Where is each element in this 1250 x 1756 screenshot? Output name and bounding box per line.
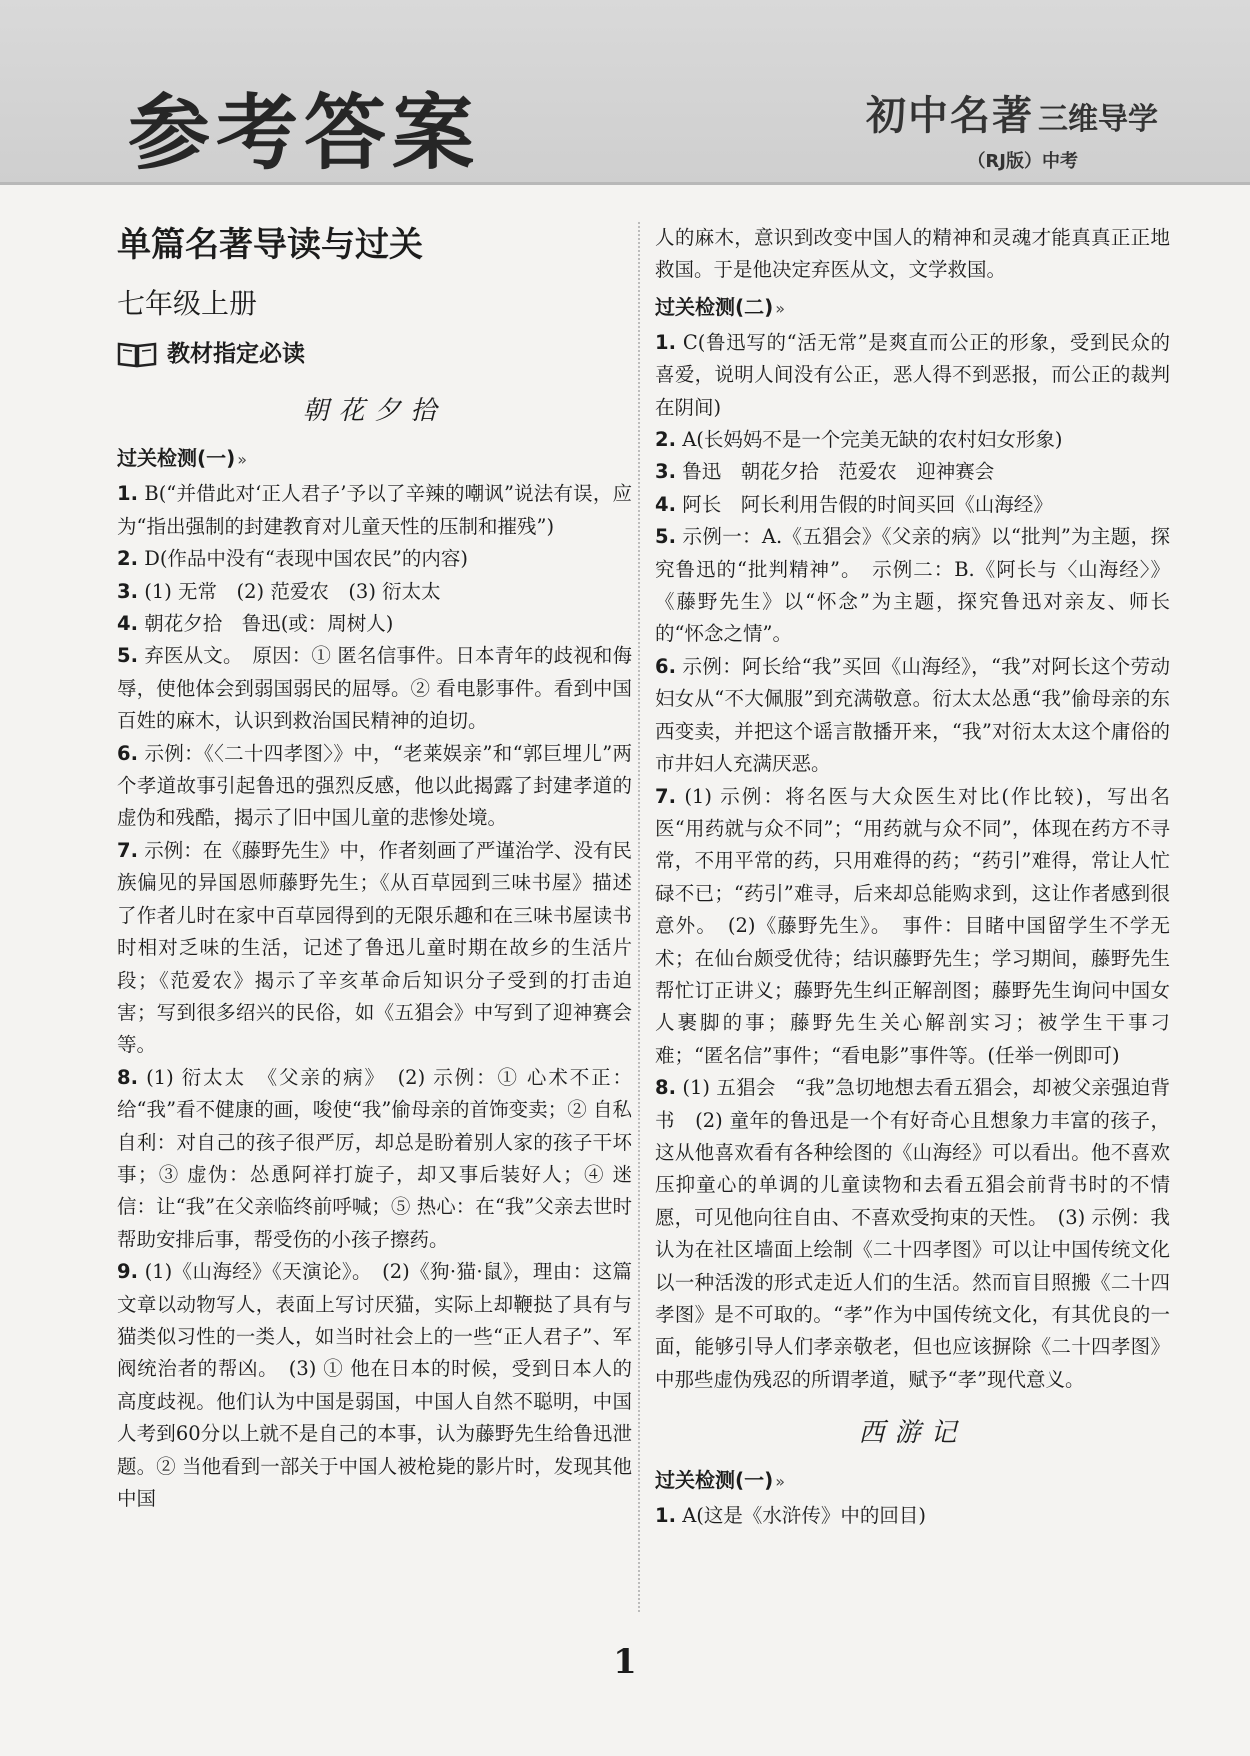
header-band xyxy=(0,0,1250,185)
right-column xyxy=(655,222,1170,1533)
answer-item xyxy=(655,651,1170,781)
answer-number: 3. xyxy=(117,579,138,603)
answer-text: B(“并借此对‘正人君子’予以了辛辣的嘲讽”说法有误，应为“指出强制的封建教育对儿童天性的压制和摧残”) xyxy=(117,482,632,538)
answer-number: 1. xyxy=(655,1504,676,1528)
quiz-heading-text: 过关检测(一) xyxy=(117,446,236,471)
brand-main: 初中名著 xyxy=(866,92,1034,139)
page-number: 1 xyxy=(613,1642,637,1682)
answer-item xyxy=(655,781,1170,1073)
answer-text: A(长妈妈不是一个完美无缺的农村妇女形象) xyxy=(682,428,1063,452)
continued-answer: 人的麻木，意识到改变中国人的精神和灵魂才能真真正正地救国。于是他决定弃医从文，文学救国。 xyxy=(655,226,1170,282)
answer-text: 示例一：A.《五猖会》《父亲的病》以“批判”为主题，探究鲁迅的“批判精神”。 示例二：B.《阿长与〈山海经〉》《藤野先生》以“怀念”为主题，探究鲁迅对亲友、师长的“怀念之情”。 xyxy=(655,525,1170,646)
section-title: 单篇名著导读与过关 xyxy=(117,225,423,265)
answer-item xyxy=(117,478,632,543)
required-reading-row xyxy=(117,338,632,370)
answer-number: 2. xyxy=(655,428,676,452)
answer-number: 7. xyxy=(117,838,138,862)
brand-logo xyxy=(866,84,1158,173)
answer-text: 朝花夕拾 鲁迅(或：周树人) xyxy=(144,612,394,636)
answer-number: 2. xyxy=(117,547,138,571)
answer-number: 9. xyxy=(117,1260,138,1284)
answer-text: A(这是《水浒传》中的回目) xyxy=(682,1504,926,1528)
answer-number: 1. xyxy=(655,330,676,354)
answer-item xyxy=(655,521,1170,651)
answer-text: 弃医从文。 原因：① 匿名信事件。日本青年的歧视和侮辱，使他体会到弱国弱民的屈辱。② 看电影事件。看到中国百姓的麻木，认识到救治国民精神的迫切。 xyxy=(117,644,633,733)
answer-text: C(鲁迅写的“活无常”是爽直而公正的形象，受到民众的喜爱，说明人间没有公正，恶人得不到恶报，而公正的裁判在阴间) xyxy=(655,330,1170,419)
quiz-heading xyxy=(655,289,1170,327)
answer-number: 5. xyxy=(117,644,138,668)
grade-title: 七年级上册 xyxy=(117,287,258,320)
answer-number: 4. xyxy=(655,492,676,516)
book-title-zhaohuaxishi: 朝花夕拾 xyxy=(302,396,447,427)
double-chevron-icon: » xyxy=(237,450,248,470)
answer-item xyxy=(117,1256,632,1515)
answer-item xyxy=(117,640,632,737)
answer-item xyxy=(117,608,632,640)
answer-item xyxy=(117,543,632,575)
answer-number: 6. xyxy=(117,741,138,765)
double-chevron-icon: » xyxy=(775,298,786,318)
open-book-icon xyxy=(117,340,157,368)
answer-item xyxy=(655,1500,1170,1532)
answer-text: 示例：在《藤野先生》中，作者刻画了严谨治学、没有民族偏见的异国恩师藤野先生；《从百草园到三味书屋》描述了作者儿时在家中百草园得到的无限乐趣和在三味书屋读书时相对乏味的生活，记述了鲁迅儿童时期在故乡的生活片段；《范爱农》揭示了辛亥革命后知识分子受到的打击迫害；写到很多绍兴的民俗，如《五猖会》中写到了迎神赛会等。 xyxy=(117,838,632,1057)
double-chevron-icon: » xyxy=(775,1472,786,1492)
answer-list xyxy=(655,1500,1170,1532)
quiz-heading-text: 过关检测(二) xyxy=(655,294,774,319)
answer-number: 3. xyxy=(655,460,676,484)
answer-number: 5. xyxy=(655,525,676,549)
left-column xyxy=(117,212,632,1515)
answer-text: D(作品中没有“表现中国农民”的内容) xyxy=(144,547,468,571)
answer-item xyxy=(117,576,632,608)
answer-text: (1) 示例：将名医与大众医生对比(作比较)，写出名医“用药就与众不同”；“用药就与众不同”，体现在药方不寻常，不用平常的药，只用难得的药；“药引”难得，常让人忙碌不已；“药引”难寻，后来却总能购求到，这让作者感到很意外。 (2)《藤野先生》。 事件：目睹中国留学生不学无术；在仙台颇受优待；结识藤野先生；学习期间，藤野先生帮忙订正讲义；藤野先生纠正解剖图；藤野先生询问中国女人裹脚的事；藤野先生关心解剖实习；被学生干事刁难；“匿名信”事件；“看电影”事件等。(任举一例即可) xyxy=(655,784,1170,1067)
answer-item xyxy=(655,424,1170,456)
answer-number: 4. xyxy=(117,612,138,636)
answer-item xyxy=(117,1062,632,1256)
answer-text: (1) 衍太太 《父亲的病》 (2) 示例：① 心术不正：给“我”看不健康的画，唆使“我”偷母亲的首饰变卖；② 自私自利：对自己的孩子很严厉，却总是盼着别人家的孩子干坏事；③ 虚伪：怂恿阿祥打旋子，却又事后装好人；④ 迷信：让“我”在父亲临终前呼喊；⑤ 热心：在“我”父亲去世时帮助安排后事，帮受伤的小孩子擦药。 xyxy=(117,1065,632,1251)
required-reading-label: 教材指定必读 xyxy=(167,341,305,367)
answer-number: 8. xyxy=(655,1076,676,1100)
answer-item xyxy=(117,835,632,1062)
quiz-heading xyxy=(117,440,632,478)
answer-text: 示例：阿长给“我”买回《山海经》，“我”对阿长这个劳动妇女从“不大佩服”到充满敬意。衍太太怂恿“我”偷母亲的东西变卖，并把这个谣言散播开来，“我”对衍太太这个庸俗的市井妇人充满厌恶。 xyxy=(655,654,1170,776)
answer-item xyxy=(655,1072,1170,1396)
answer-list xyxy=(655,327,1170,1396)
answer-text: (1)《山海经》《天演论》。 (2)《狗·猫·鼠》，理由：这篇文章以动物写人，表面上写讨厌猫，实际上却鞭挞了具有与猫类似习性的一类人，如当时社会上的一些“正人君子”、军阀统治者的帮凶。 (3) ① 他在日本的时候，受到日本人的高度歧视。他们认为中国是弱国，中国人自然不聪明，中国人考到60分以上就不是自己的本事，认为藤野先生给鲁迅泄题。② 当他看到一部关于中国人被枪毙的影片时，发现其他中国 xyxy=(117,1260,632,1510)
book-title-xiyouji: 西游记 xyxy=(858,1418,967,1449)
answer-text: (1) 无常 (2) 范爱农 (3) 衍太太 xyxy=(144,579,441,603)
answer-text: (1) 五猖会 “我”急切地想去看五猖会，却被父亲强迫背书 (2) 童年的鲁迅是一个有好奇心且想象力丰富的孩子，这从他喜欢看有各种绘图的《山海经》可以看出。他不喜欢压抑童心的单调的儿童读物和去看五猖会前背书时的不情愿，可见他向往自由、不喜欢受拘束的天性。 (3) 示例：我认为在社区墙面上绘制《二十四孝图》可以让中国传统文化以一种活泼的形式走近人们的生活。然而盲目照搬《二十四孝图》是不可取的。“孝”作为中国传统文化，有其优良的一面，能够引导人们孝亲敬老，但也应该摒除《二十四孝图》中那些虚伪残忍的所谓孝道，赋予“孝”现代意义。 xyxy=(655,1076,1170,1391)
answer-text: 鲁迅 朝花夕拾 范爱农 迎神赛会 xyxy=(682,460,995,484)
brand-edition: （RJ版）中考 xyxy=(967,151,1078,172)
answer-number: 1. xyxy=(117,482,138,506)
answer-text: 阿长 阿长利用告假的时间买回《山海经》 xyxy=(682,492,1053,516)
answer-text: 示例：《〈二十四孝图〉》中，“老莱娱亲”和“郭巨埋儿”两个孝道故事引起鲁迅的强烈反感，他以此揭露了封建孝道的虚伪和残酷，揭示了旧中国儿童的悲惨处境。 xyxy=(117,741,632,830)
answer-item xyxy=(655,456,1170,488)
answer-item xyxy=(655,327,1170,424)
page-title: 参考答案 xyxy=(128,85,481,181)
answer-item xyxy=(655,489,1170,521)
quiz-heading xyxy=(655,1462,1170,1500)
answer-number: 7. xyxy=(655,784,676,808)
answer-number: 8. xyxy=(117,1065,138,1089)
column-divider xyxy=(638,222,640,1612)
answer-list xyxy=(117,478,632,1515)
brand-sub: 三维导学 xyxy=(1038,102,1158,137)
answer-number: 6. xyxy=(655,654,676,678)
answer-item xyxy=(117,738,632,835)
quiz-heading-text: 过关检测(一) xyxy=(655,1468,774,1493)
